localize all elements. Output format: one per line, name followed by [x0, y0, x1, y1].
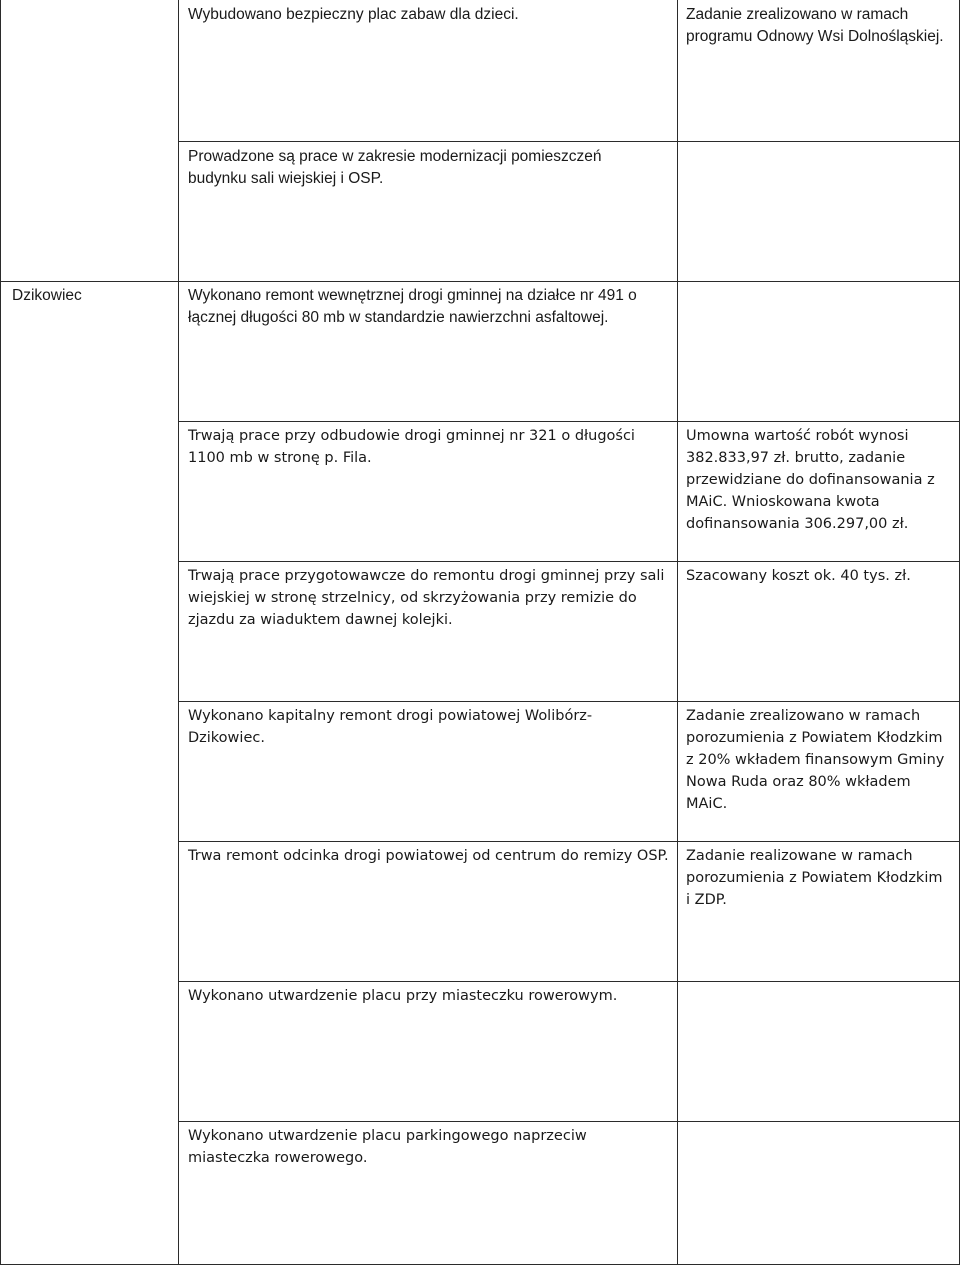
- table-cell-notes: Umowna wartość robót wynosi 382.833,97 zł. brutto, zadanie przewidziane do dofinansowania z MAiC. Wnioskowana kwota dofinansowania 306.297,00 zł.: [686, 428, 935, 532]
- table-border: [178, 561, 960, 562]
- table-cell-work: Wykonano kapitalny remont drogi powiatowej Wolibórz-Dzikowiec.: [188, 708, 593, 746]
- table-cell-work: Wykonano utwardzenie placu parkingowego naprzeciw miasteczka rowerowego.: [188, 1128, 587, 1166]
- table-border: [0, 281, 960, 282]
- table-border: [178, 841, 960, 842]
- table-border: [677, 0, 678, 1265]
- table-cell-work: Wykonano remont wewnętrznej drogi gminnej na działce nr 491 o łącznej długości 80 mb w standardzie nawierzchni asfaltowej.: [188, 287, 637, 326]
- table-border: [178, 141, 960, 142]
- table-cell-notes: Zadanie zrealizowano w ramach programu Odnowy Wsi Dolnośląskiej.: [686, 6, 944, 45]
- table-cell-work: Trwają prace przy odbudowie drogi gminnej nr 321 o długości 1100 mb w stronę p. Fila.: [188, 428, 635, 466]
- table-cell-work: Trwa remont odcinka drogi powiatowej od centrum do remizy OSP.: [188, 848, 669, 864]
- table-cell-locality: Dzikowiec: [12, 287, 82, 304]
- table-cell-work: Wykonano utwardzenie placu przy miasteczku rowerowym.: [188, 988, 618, 1004]
- table-border: [178, 421, 960, 422]
- table-cell-work: Prowadzone są prace w zakresie modernizacji pomieszczeń budynku sali wiejskiej i OSP.: [188, 148, 602, 187]
- table-border: [178, 701, 960, 702]
- table-border: [178, 0, 179, 1265]
- table-cell-notes: Szacowany koszt ok. 40 tys. zł.: [686, 568, 911, 584]
- table-border: [178, 981, 960, 982]
- table-border: [178, 1121, 960, 1122]
- table-cell-work: Wybudowano bezpieczny plac zabaw dla dzieci.: [188, 6, 519, 23]
- table-cell-work: Trwają prace przygotowawcze do remontu drogi gminnej przy sali wiejskiej w stronę strzelnicy, od skrzyżowania przy remizie do zjazdu za wiaduktem dawnej kolejki.: [188, 568, 665, 628]
- table-cell-notes: Zadanie realizowane w ramach porozumienia z Powiatem Kłodzkim i ZDP.: [686, 848, 943, 908]
- table-cell-notes: Zadanie zrealizowano w ramach porozumienia z Powiatem Kłodzkim z 20% wkładem finansowym Gminy Nowa Ruda oraz 80% wkładem MAiC.: [686, 708, 945, 812]
- table-border: [0, 0, 1, 1265]
